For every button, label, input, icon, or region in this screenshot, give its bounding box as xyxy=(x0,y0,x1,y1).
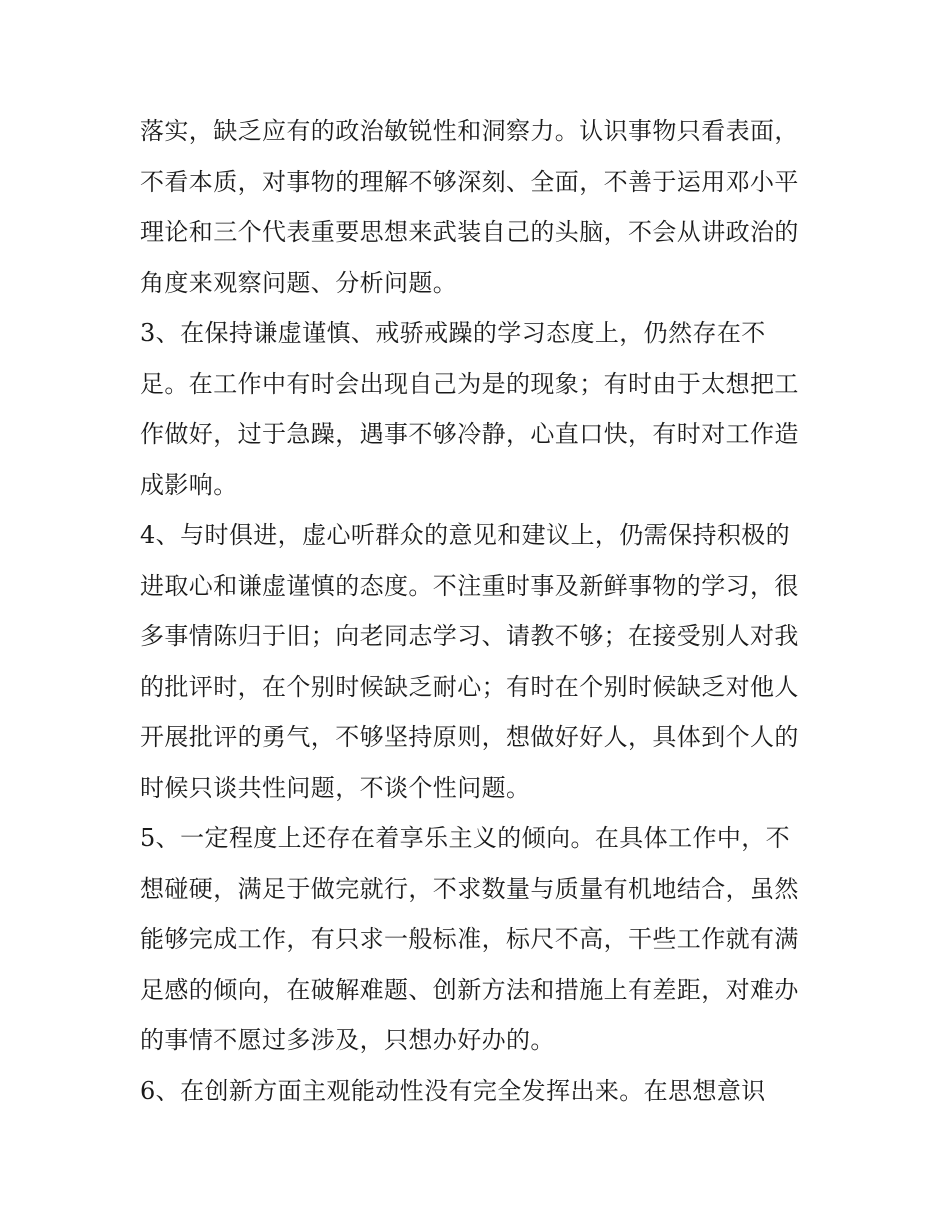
text-line: 的批评时，在个别时候缺乏耐心；有时在个别时候缺乏对他人 xyxy=(140,672,799,701)
text-line: 落实，缺乏应有的政治敏锐性和洞察力。认识事物只看表面， xyxy=(140,117,799,145)
text-line: 开展批评的勇气，不够坚持原则，想做好好人，具体到个人的 xyxy=(140,723,799,751)
text-line: 不看本质，对事物的理解不够深刻、全面，不善于运用邓小平 xyxy=(140,167,799,196)
text-line: 能够完成工作，有只求一般标准，标尺不高，干些工作就有满 xyxy=(140,925,799,953)
text-line: 成影响。 xyxy=(140,470,238,499)
paragraph-5-start: 5、一定程度上还存在着享乐主义的倾向。在具体工作中，不 xyxy=(140,824,791,852)
text-line: 想碰硬，满足于做完就行，不求数量与质量有机地结合，虽然 xyxy=(140,874,799,903)
text-line: 多事情陈归于旧；向老同志学习、请教不够；在接受别人对我 xyxy=(140,622,799,650)
text-line: 作做好，过于急躁，遇事不够冷静，心直口快，有时对工作造 xyxy=(140,420,799,448)
text-line: 足。在工作中有时会出现自己为是的现象；有时由于太想把工 xyxy=(140,369,799,398)
text-line: 角度来观察问题、分析问题。 xyxy=(140,268,458,297)
text-line: 的事情不愿过多涉及，只想办好办的。 xyxy=(140,1026,555,1054)
document-body xyxy=(140,106,830,1116)
text-line: 理论和三个代表重要思想来武装自己的头脑，不会从讲政治的 xyxy=(140,218,799,246)
text-line: 足感的倾向，在破解难题、创新方法和措施上有差距，对难办 xyxy=(140,975,799,1004)
paragraph-6-start: 6、在创新方面主观能动性没有完全发挥出来。在思想意识 xyxy=(140,1076,766,1105)
paragraph-4-start: 4、与时俱进，虚心听群众的意见和建议上，仍需保持积极的 xyxy=(140,521,791,549)
text-line: 进取心和谦虚谨慎的态度。不注重时事及新鲜事物的学习，很 xyxy=(140,571,799,600)
paragraph-3-start: 3、在保持谦虚谨慎、戒骄戒躁的学习态度上，仍然存在不 xyxy=(140,319,766,347)
text-line: 时候只谈共性问题，不谈个性问题。 xyxy=(140,773,531,802)
